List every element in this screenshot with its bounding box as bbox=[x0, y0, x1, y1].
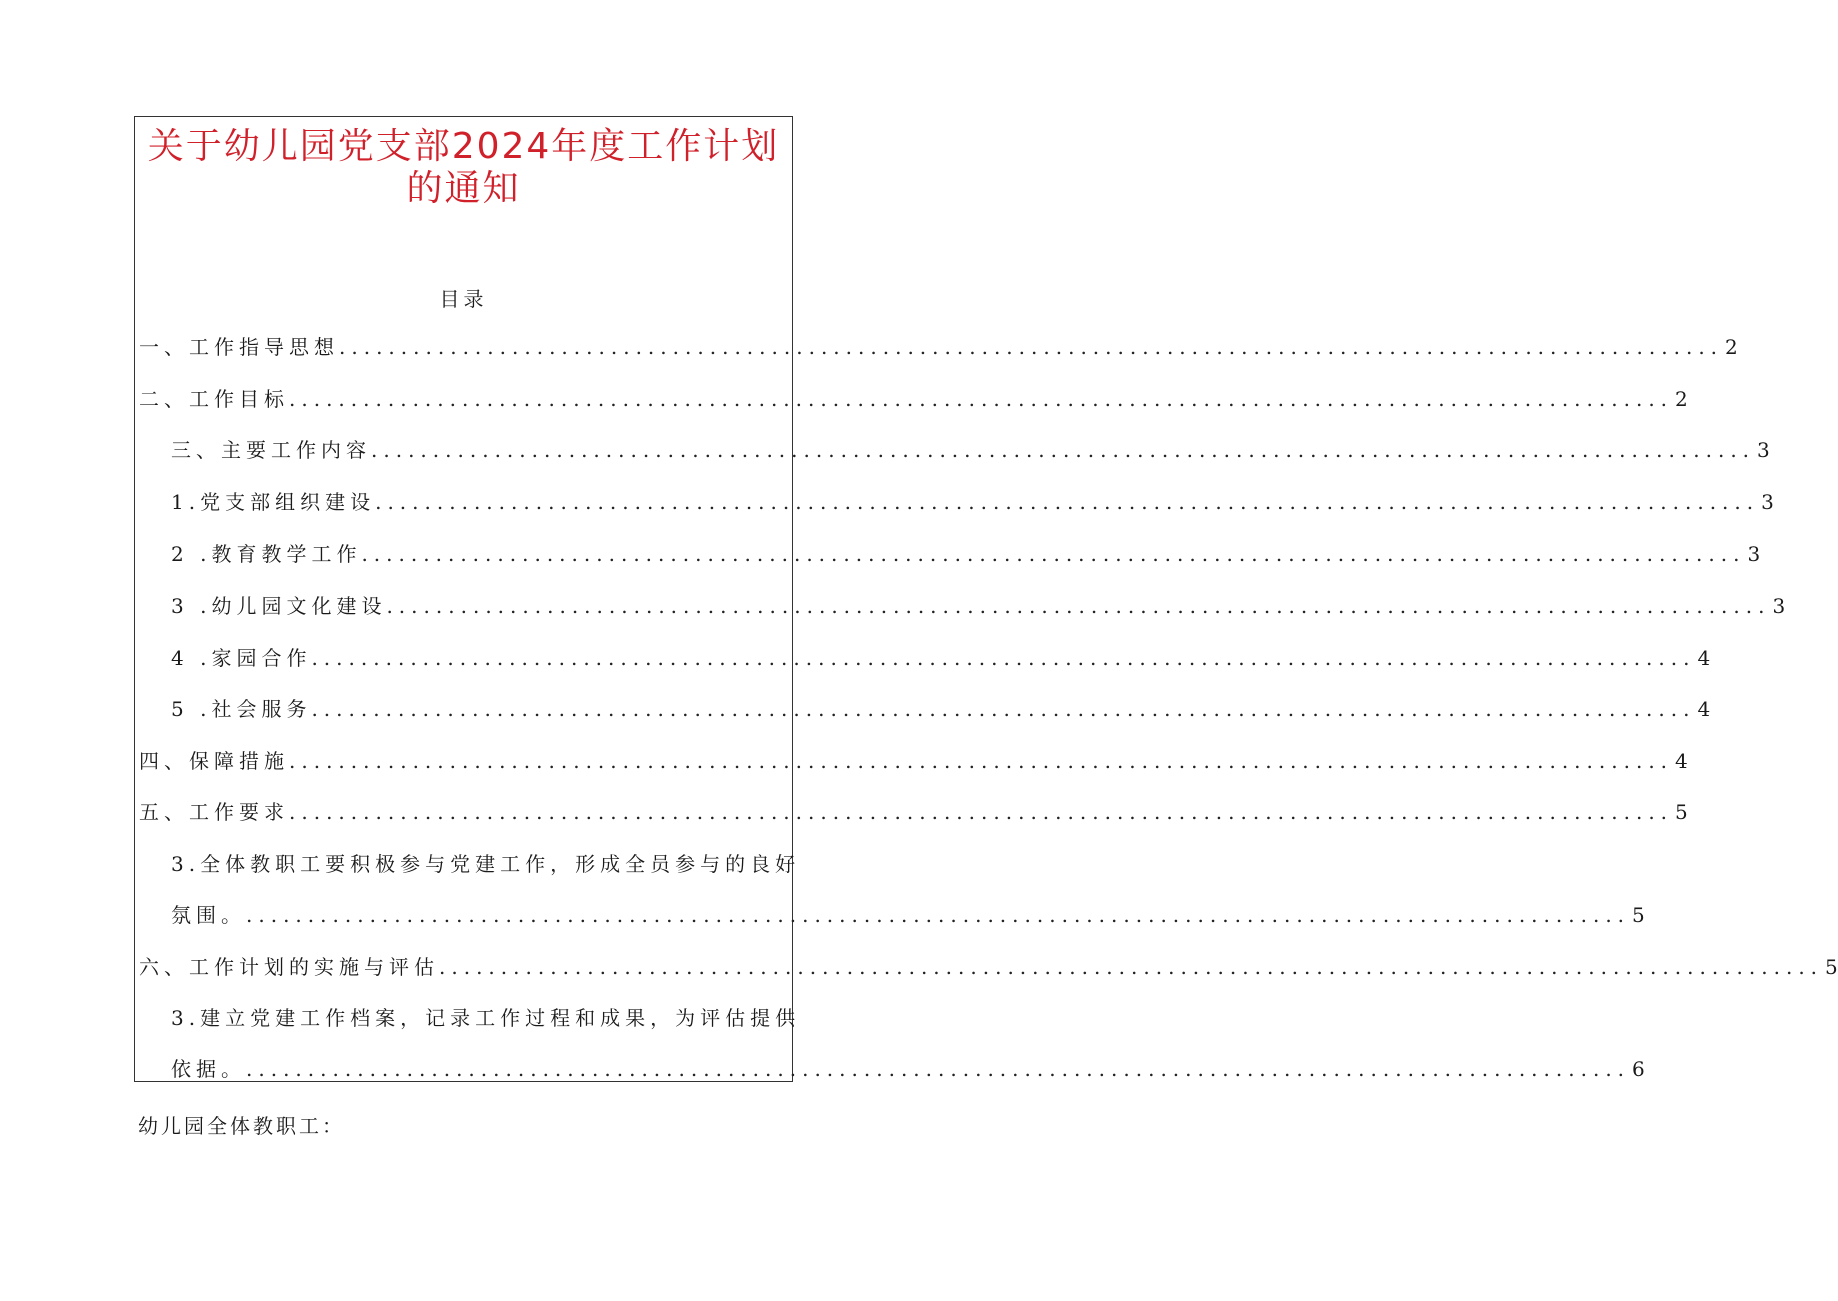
toc-entry[interactable] bbox=[139, 749, 1688, 773]
toc-entry-label: 依据。 bbox=[171, 1057, 246, 1081]
toc-entry-continuation[interactable] bbox=[171, 903, 1645, 927]
toc-entry-label: 四、保障措施 bbox=[139, 749, 289, 773]
toc-entry[interactable] bbox=[171, 594, 1786, 618]
toc-entry-label: 3.全体教职工要积极参与党建工作，形成全员参与的良好 bbox=[171, 852, 801, 876]
toc-entry[interactable] bbox=[171, 852, 801, 876]
toc-entry[interactable] bbox=[171, 697, 1711, 721]
toc-leader-dots: ................................................................................................................ bbox=[386, 594, 1771, 618]
toc-leader-dots: ................................................................................................................ bbox=[289, 749, 1674, 773]
toc-entry[interactable] bbox=[171, 1006, 801, 1030]
toc-entry[interactable] bbox=[139, 955, 1838, 979]
toc-entry-label: 一、工作指导思想 bbox=[139, 335, 339, 359]
toc-entry-page: 5 bbox=[1675, 800, 1688, 824]
toc-entry-page: 3 bbox=[1747, 542, 1761, 566]
toc-entry-page: 6 bbox=[1632, 1057, 1645, 1081]
toc-heading: 目录 bbox=[439, 287, 488, 311]
toc-leader-dots: ................................................................................................................ bbox=[246, 903, 1631, 927]
toc-entry-label: 六、工作计划的实施与评估 bbox=[139, 955, 439, 979]
toc-entry-label: 3 .幼儿园文化建设 bbox=[171, 594, 387, 618]
toc-entry-label: 氛围。 bbox=[171, 903, 246, 927]
toc-entry-label: 1.党支部组织建设 bbox=[171, 490, 376, 514]
document-title: 关于幼儿园党支部2024年度工作计划 bbox=[147, 126, 780, 167]
toc-entry[interactable] bbox=[139, 335, 1738, 359]
toc-entry[interactable] bbox=[171, 438, 1770, 462]
toc-entry-label: 二、工作目标 bbox=[139, 387, 289, 411]
document-title-continued: 的通知 bbox=[406, 168, 521, 209]
toc-entry-label: 3.建立党建工作档案，记录工作过程和成果，为评估提供 bbox=[171, 1006, 801, 1030]
toc-entry-label: 2 .教育教学工作 bbox=[171, 542, 362, 566]
toc-leader-dots: ................................................................................................................ bbox=[439, 955, 1824, 979]
toc-entry-page: 5 bbox=[1632, 903, 1645, 927]
toc-entry-page: 2 bbox=[1675, 387, 1688, 411]
toc-entry[interactable] bbox=[139, 387, 1688, 411]
toc-entry-label: 三、主要工作内容 bbox=[171, 438, 371, 462]
toc-entry-page: 5 bbox=[1825, 955, 1838, 979]
toc-entry-page: 3 bbox=[1757, 438, 1770, 462]
toc-entry-page: 3 bbox=[1772, 594, 1786, 618]
toc-entry[interactable] bbox=[171, 490, 1774, 514]
toc-leader-dots: ................................................................................................................ bbox=[289, 387, 1674, 411]
toc-leader-dots: ................................................................................................................ bbox=[375, 490, 1760, 514]
toc-entry[interactable] bbox=[171, 646, 1711, 670]
toc-leader-dots: ................................................................................................................ bbox=[311, 646, 1696, 670]
toc-leader-dots: ................................................................................................................ bbox=[361, 542, 1746, 566]
toc-leader-dots: ................................................................................................................ bbox=[339, 335, 1724, 359]
toc-leader-dots: ................................................................................................................ bbox=[371, 438, 1756, 462]
toc-entry-page: 4 bbox=[1697, 697, 1711, 721]
toc-entry-page: 2 bbox=[1725, 335, 1738, 359]
salutation: 幼儿园全体教职工： bbox=[138, 1114, 345, 1138]
toc-entry-page: 3 bbox=[1761, 490, 1774, 514]
toc-entry[interactable] bbox=[171, 542, 1761, 566]
toc-entry-page: 4 bbox=[1675, 749, 1688, 773]
toc-entry[interactable] bbox=[139, 800, 1688, 824]
toc-leader-dots: ................................................................................................................ bbox=[246, 1057, 1631, 1081]
toc-entry-label: 五、工作要求 bbox=[139, 800, 289, 824]
toc-entry-label: 5 .社会服务 bbox=[171, 697, 312, 721]
toc-entry-continuation[interactable] bbox=[171, 1057, 1645, 1081]
toc-entry-page: 4 bbox=[1697, 646, 1711, 670]
toc-leader-dots: ................................................................................................................ bbox=[311, 697, 1696, 721]
toc-entry-label: 4 .家园合作 bbox=[171, 646, 312, 670]
toc-leader-dots: ................................................................................................................ bbox=[289, 800, 1674, 824]
toc-frame bbox=[134, 116, 1838, 1082]
